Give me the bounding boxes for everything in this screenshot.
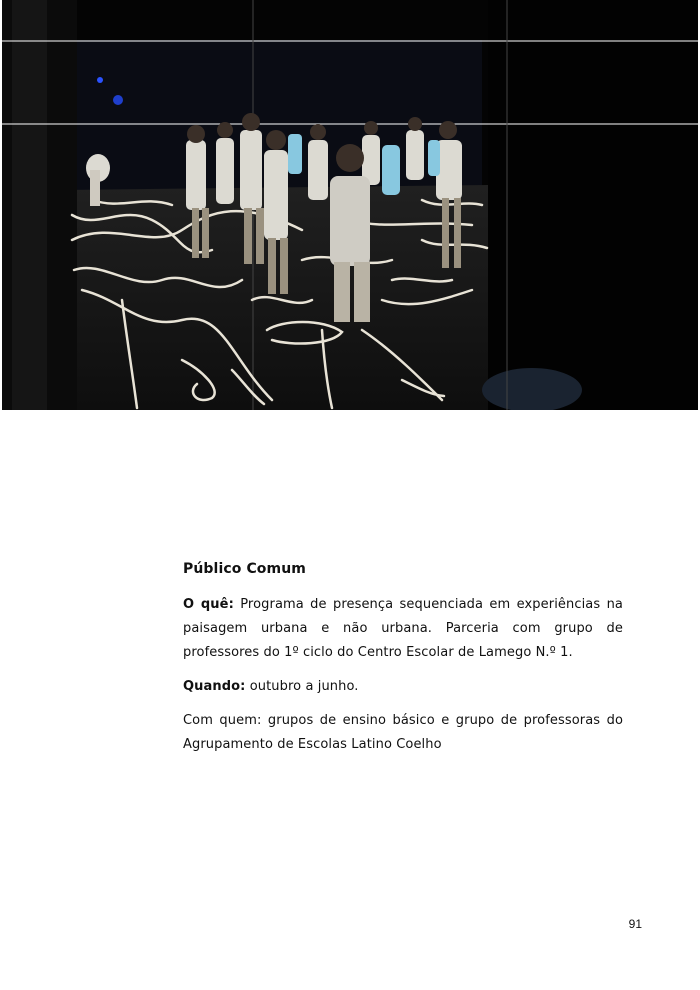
what-text: Programa de presença sequenciada em experiências na paisagem urbana e não urbana. Parceria com grupo de professores do 1º ciclo do Centro Escolar de Lamego N.º 1. <box>183 597 623 660</box>
stage-photo-drawing <box>2 0 698 410</box>
with-whom-paragraph: Com quem: grupos de ensino básico e grupo de professoras do Agrupamento de Escolas Latino Coelho <box>183 713 623 752</box>
when-label: Quando: <box>183 679 246 694</box>
when-paragraph <box>183 675 623 699</box>
page-number: 91 <box>628 917 642 931</box>
what-label: O quê: <box>183 597 234 612</box>
stage-photo <box>2 0 698 410</box>
when-text: outubro a junho. <box>245 679 359 694</box>
program-description <box>183 561 623 767</box>
section-heading: Público Comum <box>183 561 306 577</box>
what-paragraph <box>183 593 623 665</box>
